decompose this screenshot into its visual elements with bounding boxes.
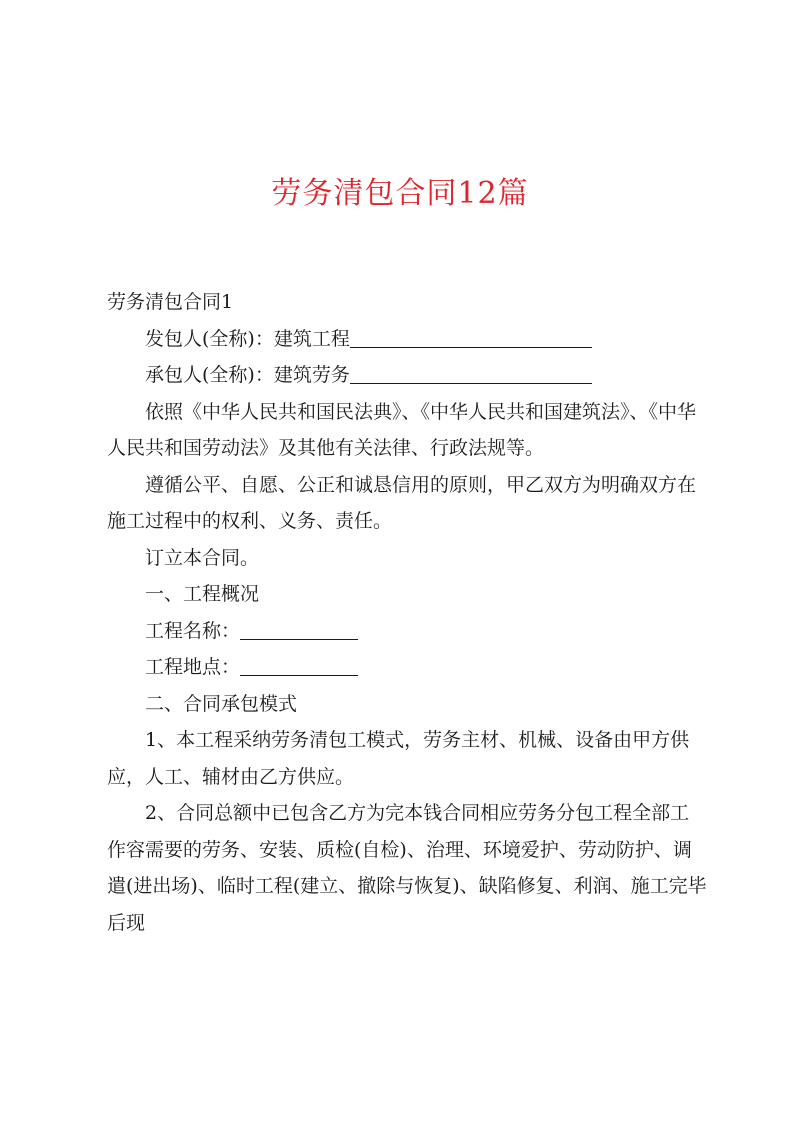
project-name-blank [240,619,358,640]
paragraph-principle: 遵循公平、自愿、公正和诚恳信用的原则，甲乙双方为明确双方在施工过程中的权利、义务、责任。 [107,473,697,532]
project-name-line [107,613,707,650]
project-site-line [107,649,707,686]
party-a-label: 发包人(全称)：建筑工程 [145,327,350,350]
document-title: 劳务清包合同12篇 [271,176,529,211]
clause-1: 1、本工程采纳劳务清包工模式，劳务主材、机械、设备由甲方供应，人工、辅材由乙方供应。 [107,729,690,788]
party-b-blank [350,363,592,384]
party-a-line [107,321,707,358]
heading-project-overview: 一、工程概况 [145,583,260,605]
paragraph-sign: 订立本合同。 [145,546,260,569]
project-site-label: 工程地点： [145,656,241,678]
section-heading: 劳务清包合同1 [107,291,234,313]
heading-contract-mode: 二、合同承包模式 [145,692,298,715]
document-body [107,284,707,941]
project-name-label: 工程名称： [145,619,241,642]
party-b-line [107,357,707,394]
paragraph-basis: 依照《中华人民共和国民法典》、《中华人民共和国建筑法》、《中华人民共和国劳动法》及其他有关法律、行政法规等。 [107,400,697,459]
party-a-blank [350,327,592,348]
clause-2: 2、合同总额中已包含乙方为完本钱合同相应劳务分包工程全部工作容需要的劳务、安装、质检(自检)、治理、环境爱护、劳动防护、调遣(进出场)、临时工程(建立、撤除与恢复)、缺陷修复、利润、施工完毕后现 [107,802,707,934]
project-site-blank [240,655,358,676]
party-b-label: 承包人(全称)：建筑劳务 [145,364,350,386]
